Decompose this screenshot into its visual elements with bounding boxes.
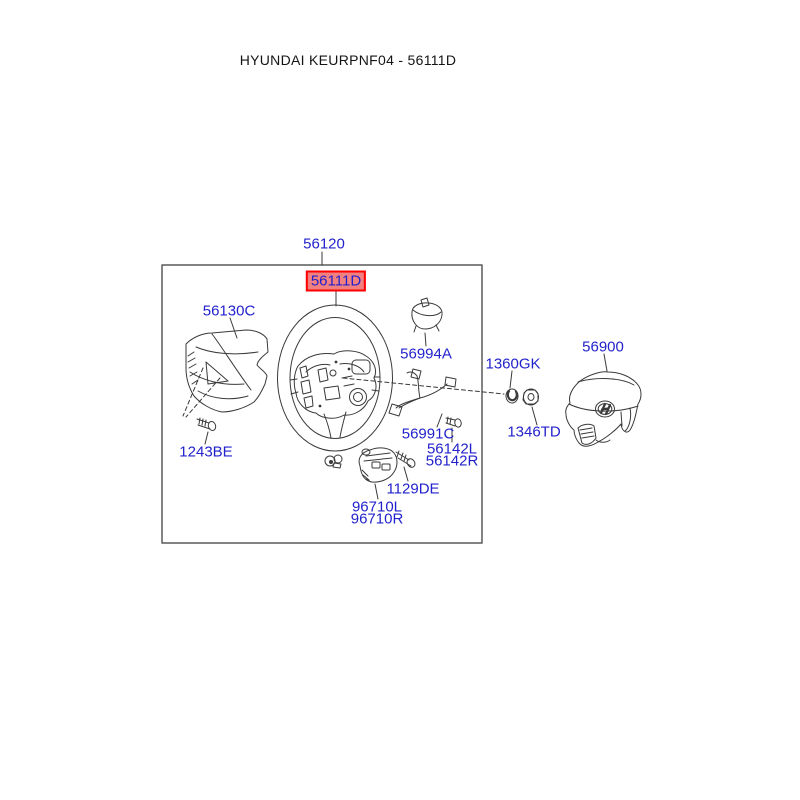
steering-wheel-drawing <box>278 305 393 451</box>
part-label-56994a[interactable]: 56994A <box>400 345 452 363</box>
airbag-module-drawing <box>566 372 641 446</box>
part-label-56142r[interactable]: 56142R <box>425 452 479 470</box>
part-label-56120[interactable]: 56120 <box>303 235 345 253</box>
part-label-1129de[interactable]: 1129DE <box>386 480 440 498</box>
leader-lines <box>202 252 607 499</box>
screw-1243be-drawing <box>197 418 217 431</box>
part-label-96710r[interactable]: 96710R <box>350 510 404 528</box>
part-label-1360gk[interactable]: 1360GK <box>485 355 541 373</box>
part-56994a-drawing <box>412 298 442 332</box>
part-label-56111d-selected[interactable]: 56111D <box>306 271 366 292</box>
screw-1129de-drawing <box>396 451 417 469</box>
part-label-56900[interactable]: 56900 <box>582 338 624 356</box>
part-label-56991c[interactable]: 56991C <box>401 425 455 443</box>
part-label-1243be[interactable]: 1243BE <box>179 443 233 461</box>
washer-drawing <box>506 389 518 403</box>
part-label-56130c[interactable]: 56130C <box>202 302 256 320</box>
assembly-dashed-lines <box>183 368 504 417</box>
page-title: HYUNDAI KEURPNF04 - 56111D <box>239 52 457 68</box>
hyundai-logo <box>596 401 615 417</box>
part-label-1346td[interactable]: 1346TD <box>507 423 561 441</box>
part-label-56142l[interactable]: 56142L <box>426 440 478 458</box>
lower-cover-drawing <box>186 330 268 412</box>
horn-contact-drawing <box>325 455 342 468</box>
wiring-harness-drawing <box>389 369 456 416</box>
part-label-96710l[interactable]: 96710L <box>351 498 403 516</box>
remote-switch-drawing <box>359 448 397 482</box>
nut-drawing <box>523 389 539 405</box>
